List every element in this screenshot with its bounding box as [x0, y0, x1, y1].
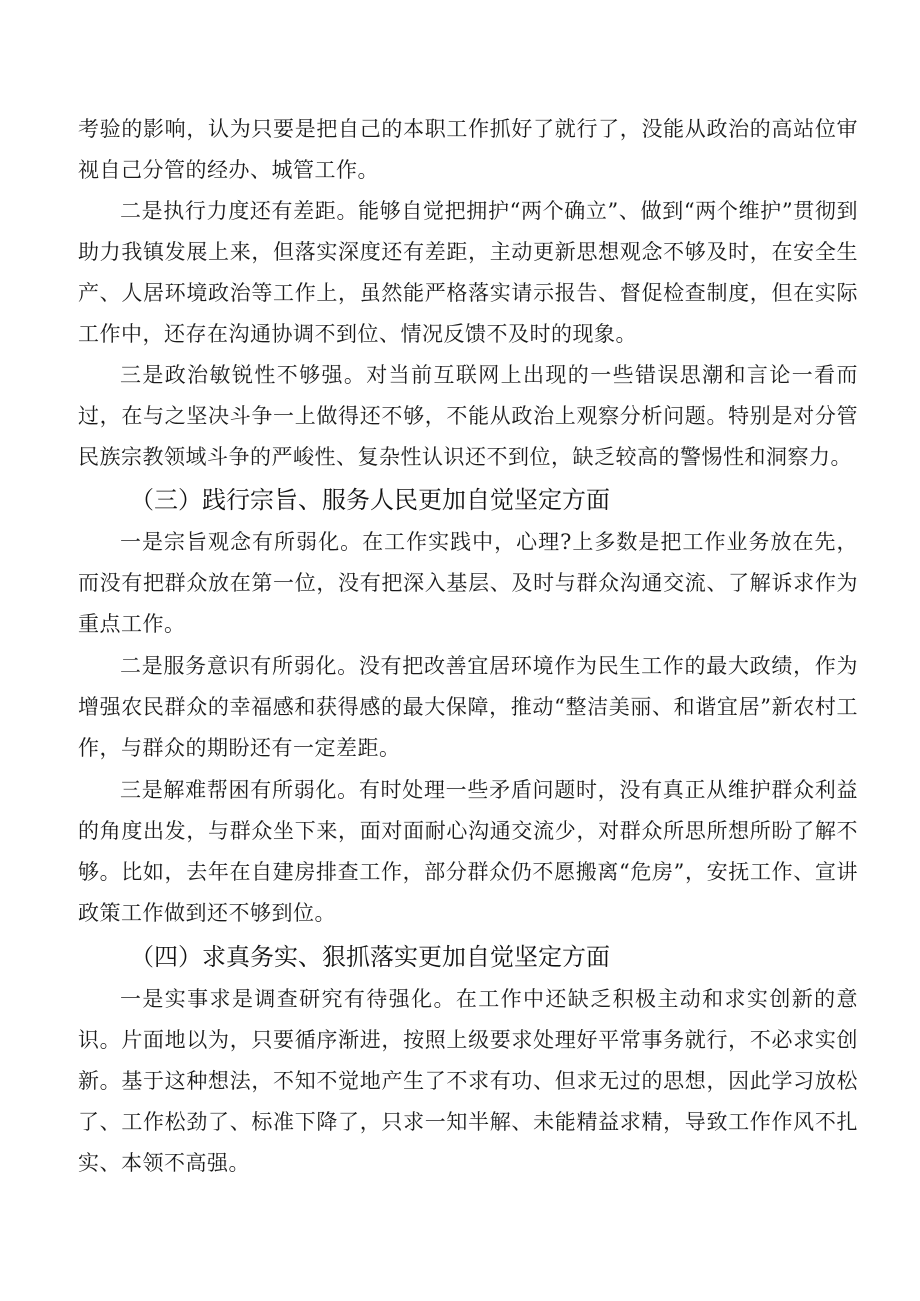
section-heading-four: （四）求真务实、狠抓落实更加自觉坚定方面 — [130, 943, 610, 971]
paragraph-execution-gap: 二是执行力度还有差距。能够自觉把拥护“两个确立”、做到“两个维护”贯彻到助力我镇发展上来，但落实深度还有差距，主动更新思想观念不够及时，在安全生产、人居环境政治等工作上，虽然能严格落实请示报告、督促检查制度，但在实际工作中，还存在沟通协调不到位、情况反馈不及时的现象。 — [78, 199, 858, 346]
paragraph-political-sensitivity: 三是政治敏锐性不够强。对当前互联网上出现的一些错误思潮和言论一看而过，在与之坚决斗争一上做得还不够，不能从政治上观察分析问题。特别是对分管民族宗教领域斗争的严峻性、复杂性认识还不到位，缺乏较高的警惕性和洞察力。 — [78, 363, 858, 469]
section-heading-three: （三）践行宗旨、服务人民更加自觉坚定方面 — [130, 486, 610, 514]
paragraph-continuation: 考验的影响，认为只要是把自己的本职工作抓好了就行了，没能从政治的高站位审视自己分管的经办、城管工作。 — [78, 117, 858, 182]
paragraph-solving-difficulties: 三是解难帮困有所弱化。有时处理一些矛盾问题时，没有真正从维护群众利益的角度出发，与群众坐下来，面对面耐心沟通交流少，对群众所思所想所盼了解不够。比如，去年在自建房排查工作，部分群众仍不愿搬离“危房”，安抚工作、宣讲政策工作做到还不够到位。 — [78, 778, 858, 925]
paragraph-purpose-concept: 一是宗旨观念有所弱化。在工作实践中，心理?上多数是把工作业务放在先，而没有把群众放在第一位，没有把深入基层、及时与群众沟通交流、了解诉求作为重点工作。 — [78, 530, 858, 636]
paragraph-seek-truth: 一是实事求是调查研究有待强化。在工作中还缺乏积极主动和求实创新的意识。片面地以为，只要循序渐进，按照上级要求处理好平常事务就行，不必求实创新。基于这种想法，不知不觉地产生了不求有功、但求无过的思想，因此学习放松了、工作松劲了、标准下降了，只求一知半解、未能精益求精，导致工作作风不扎实、本领不高强。 — [78, 987, 858, 1175]
paragraph-service-awareness: 二是服务意识有所弱化。没有把改善宜居环境作为民生工作的最大政绩，作为增强农民群众的幸福感和获得感的最大保障，推动“整洁美丽、和谐宜居”新农村工作，与群众的期盼还有一定差距。 — [78, 654, 858, 760]
